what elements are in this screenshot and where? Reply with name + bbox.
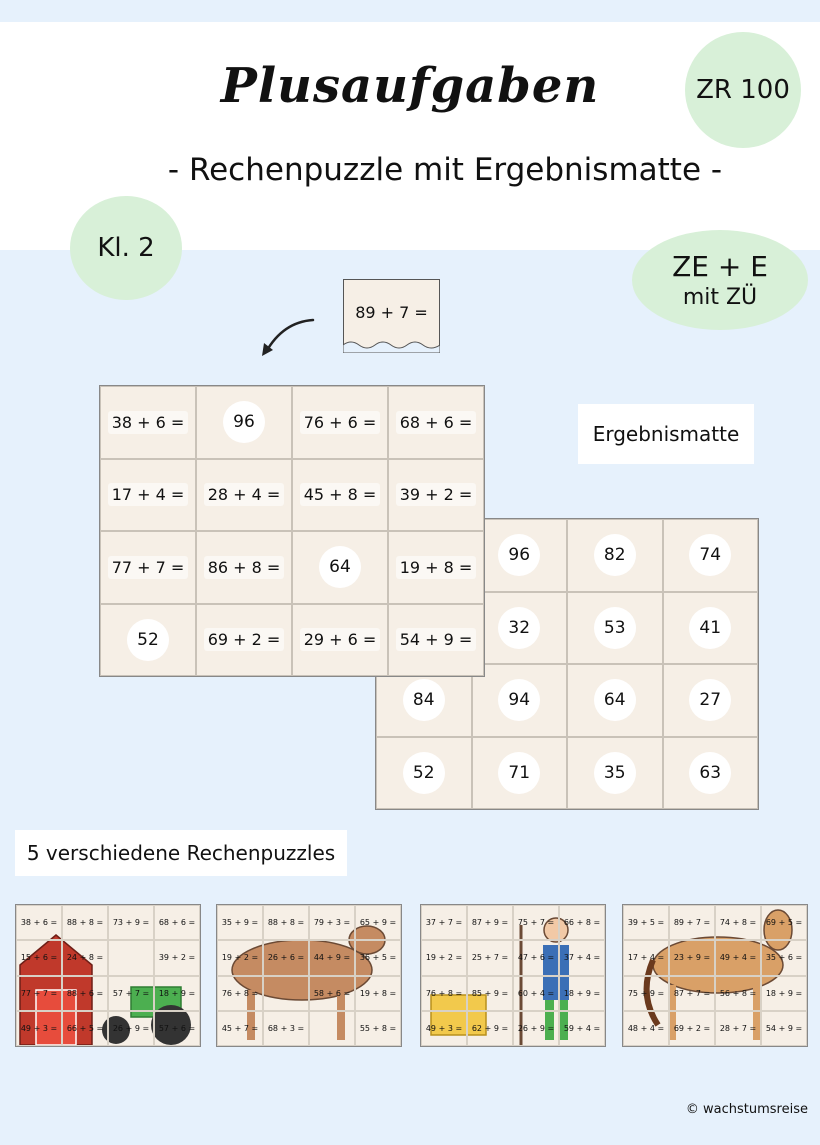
thumb-3-cell <box>715 976 761 1011</box>
grade-badge-label: Kl. 2 <box>97 233 155 263</box>
equation: 47 + 6 = <box>517 953 555 963</box>
result-mat-label <box>578 404 754 464</box>
result-number: 96 <box>498 534 540 576</box>
result-mat-cell <box>663 519 759 592</box>
result-number: 27 <box>689 679 731 721</box>
equation: 39 + 2 = <box>396 483 477 506</box>
equation: 88 + 8 = <box>66 918 104 928</box>
equation: 57 + 7 = <box>112 988 150 998</box>
result-mat-cell <box>472 592 568 665</box>
puzzle-cell <box>292 386 388 459</box>
equation: 38 + 6 = <box>20 918 58 928</box>
equation: 75 + 7 = <box>517 918 555 928</box>
equation: 75 + 9 = <box>627 988 665 998</box>
thumbnail-goat-puzzle <box>216 904 402 1047</box>
equation: 23 + 9 = <box>673 953 711 963</box>
thumb-0-cell <box>62 940 108 975</box>
copyright-note: © wachstumsreise <box>685 1102 808 1117</box>
page-title: Plusaufgaben <box>220 58 600 114</box>
thumb-0-cell <box>62 1011 108 1046</box>
thumb-1-cell <box>217 1011 263 1046</box>
equation: 62 + 9 = <box>471 1023 509 1033</box>
result-mat-cell <box>663 592 759 665</box>
puzzle-cell <box>100 531 196 604</box>
thumb-3-cell <box>623 905 669 940</box>
thumb-1-cell <box>309 905 355 940</box>
result-number: 64 <box>594 679 636 721</box>
thumb-3-cell <box>669 905 715 940</box>
equation: 19 + 8 = <box>359 988 397 998</box>
equation: 36 + 5 = <box>359 953 397 963</box>
equation: 19 + 2 = <box>221 953 259 963</box>
thumb-2-cell <box>467 1011 513 1046</box>
result-number: 53 <box>594 607 636 649</box>
puzzle-cell <box>388 459 484 532</box>
thumb-2-cell <box>467 940 513 975</box>
equation: 59 + 4 = <box>563 1023 601 1033</box>
result-mat-cell <box>567 664 663 737</box>
result-number: 94 <box>498 679 540 721</box>
thumb-3-cell <box>761 1011 807 1046</box>
page-subtitle: - Rechenpuzzle mit Ergebnismatte - <box>167 152 723 188</box>
equation: 48 + 4 = <box>627 1023 665 1033</box>
puzzle-cell <box>292 604 388 677</box>
thumb-1-cell <box>263 905 309 940</box>
thumbnail-horse-puzzle <box>622 904 808 1047</box>
equation: 54 + 9 = <box>396 628 477 651</box>
thumb-1-cell <box>309 976 355 1011</box>
thumb-2-cell <box>421 1011 467 1046</box>
puzzle-cell <box>292 459 388 532</box>
result-number: 71 <box>498 752 540 794</box>
equation: 68 + 6 = <box>158 918 196 928</box>
equation: 28 + 4 = <box>204 483 285 506</box>
puzzle-cell <box>196 459 292 532</box>
thumb-3-cell <box>715 905 761 940</box>
equation: 56 + 8 = <box>719 988 757 998</box>
single-piece-equation: 89 + 7 = <box>355 302 428 322</box>
result-mat-cell <box>472 737 568 810</box>
equation: 49 + 4 = <box>719 953 757 963</box>
thumb-3-cell <box>623 976 669 1011</box>
thumb-3-cell <box>715 940 761 975</box>
equation: 85 + 9 = <box>471 988 509 998</box>
thumb-2-cell <box>421 940 467 975</box>
equation: 37 + 7 = <box>425 918 463 928</box>
thumb-2-cell <box>559 905 605 940</box>
thumb-0-cell <box>154 905 200 940</box>
thumb-3-cell <box>623 1011 669 1046</box>
result-mat-label-text: Ergebnismatte <box>592 422 740 446</box>
thumb-0-cell <box>108 1011 154 1046</box>
thumb-0-cell <box>108 905 154 940</box>
result-mat-cell <box>663 737 759 810</box>
result-mat-cell <box>376 737 472 810</box>
thumb-2-cell <box>467 976 513 1011</box>
equation: 77 + 7 = <box>20 988 58 998</box>
result-number: 96 <box>223 401 265 443</box>
equation: 58 + 6 = <box>313 988 351 998</box>
equation: 76 + 8 = <box>221 988 259 998</box>
result-mat-cell <box>472 664 568 737</box>
equation: 17 + 4 = <box>108 483 189 506</box>
top-strip <box>0 0 820 22</box>
equation: 17 + 4 = <box>627 953 665 963</box>
equation: 49 + 3 = <box>425 1023 463 1033</box>
thumb-0-cell <box>16 1011 62 1046</box>
equation: 35 + 6 = <box>765 953 803 963</box>
variants-label-text: 5 verschiedene Rechenpuzzles <box>26 841 336 865</box>
thumb-0-cell <box>154 940 200 975</box>
thumb-2-cell <box>513 905 559 940</box>
equation: 77 + 7 = <box>108 556 189 579</box>
equation: 73 + 9 = <box>112 918 150 928</box>
range-badge <box>685 32 801 148</box>
equation: 66 + 8 = <box>563 918 601 928</box>
thumb-3-cell <box>623 940 669 975</box>
thumb-2-cell <box>559 940 605 975</box>
equation: 18 + 9 = <box>563 988 601 998</box>
thumb-0-cell <box>62 905 108 940</box>
puzzle-cell <box>100 459 196 532</box>
puzzle-cell <box>388 386 484 459</box>
equation: 26 + 9 = <box>517 1023 555 1033</box>
thumb-2-cell <box>559 976 605 1011</box>
thumb-1-cell <box>309 940 355 975</box>
puzzle-grid <box>99 385 485 677</box>
equation: 88 + 8 = <box>267 918 305 928</box>
thumb-1-cell <box>217 905 263 940</box>
thumb-1-cell <box>355 940 401 975</box>
equation: 19 + 8 = <box>396 556 477 579</box>
thumb-1-cell <box>217 940 263 975</box>
equation: 76 + 6 = <box>300 411 381 434</box>
result-number: 52 <box>403 752 445 794</box>
result-number: 52 <box>127 619 169 661</box>
equation: 68 + 3 = <box>267 1023 305 1033</box>
equation: 39 + 5 = <box>627 918 665 928</box>
equation: 88 + 6 = <box>66 988 104 998</box>
puzzle-cell <box>196 604 292 677</box>
equation: 74 + 8 = <box>719 918 757 928</box>
result-number: 84 <box>403 679 445 721</box>
equation: 57 + 6 = <box>158 1023 196 1033</box>
result-number: 32 <box>498 607 540 649</box>
equation: 54 + 9 = <box>765 1023 803 1033</box>
equation: 28 + 7 = <box>719 1023 757 1033</box>
result-mat-cell <box>567 519 663 592</box>
thumb-2-cell <box>559 1011 605 1046</box>
thumb-1-cell <box>309 1011 355 1046</box>
equation: 79 + 3 = <box>313 918 351 928</box>
equation: 26 + 6 = <box>267 953 305 963</box>
equation: 24 + 8 = <box>66 953 104 963</box>
thumb-3-cell <box>669 940 715 975</box>
puzzle-cell <box>196 531 292 604</box>
result-mat-cell <box>472 519 568 592</box>
equation: 19 + 2 = <box>425 953 463 963</box>
thumb-1-cell <box>263 976 309 1011</box>
equation: 37 + 4 = <box>563 953 601 963</box>
equation: 44 + 9 = <box>313 953 351 963</box>
puzzle-cell <box>388 604 484 677</box>
thumb-0-cell <box>154 1011 200 1046</box>
thumb-2-cell <box>513 940 559 975</box>
task-type-badge <box>632 230 808 330</box>
equation: 86 + 8 = <box>204 556 285 579</box>
equation: 18 + 9 = <box>765 988 803 998</box>
equation: 65 + 9 = <box>359 918 397 928</box>
thumb-1-cell <box>263 940 309 975</box>
thumb-2-cell <box>421 976 467 1011</box>
equation: 49 + 3 = <box>20 1023 58 1033</box>
thumbnail-barn-puzzle <box>15 904 201 1047</box>
thumb-0-cell <box>108 976 154 1011</box>
equation: 38 + 6 = <box>108 411 189 434</box>
equation: 69 + 2 = <box>204 628 285 651</box>
equation: 66 + 5 = <box>66 1023 104 1033</box>
thumb-2-cell <box>513 1011 559 1046</box>
task-type-line1: ZE + E <box>672 250 768 283</box>
grade-badge <box>70 196 182 300</box>
equation: 26 + 9 = <box>112 1023 150 1033</box>
thumb-0-cell <box>16 976 62 1011</box>
puzzle-cell <box>100 386 196 459</box>
equation: 29 + 6 = <box>300 628 381 651</box>
thumb-1-cell <box>355 976 401 1011</box>
result-number: 82 <box>594 534 636 576</box>
equation: 87 + 7 = <box>673 988 711 998</box>
result-number: 63 <box>689 752 731 794</box>
range-badge-label: ZR 100 <box>696 75 790 105</box>
single-puzzle-piece <box>343 279 440 353</box>
equation: 39 + 2 = <box>158 953 196 963</box>
puzzle-cell <box>388 531 484 604</box>
thumb-1-cell <box>263 1011 309 1046</box>
wavy-edge-icon <box>343 339 440 353</box>
thumb-3-cell <box>669 976 715 1011</box>
thumb-0-cell <box>62 976 108 1011</box>
puzzle-cell <box>292 531 388 604</box>
thumb-0-cell <box>16 905 62 940</box>
equation: 55 + 8 = <box>359 1023 397 1033</box>
thumb-1-cell <box>355 905 401 940</box>
result-number: 41 <box>689 607 731 649</box>
variants-label <box>15 830 347 876</box>
thumb-3-cell <box>715 1011 761 1046</box>
result-number: 35 <box>594 752 636 794</box>
thumbnail-farmer-puzzle <box>420 904 606 1047</box>
puzzle-cell <box>196 386 292 459</box>
task-type-line2: mit ZÜ <box>682 285 758 310</box>
thumb-3-cell <box>761 940 807 975</box>
thumb-0-cell <box>108 940 154 975</box>
equation: 76 + 8 = <box>425 988 463 998</box>
equation: 25 + 7 = <box>471 953 509 963</box>
equation: 18 + 9 = <box>158 988 196 998</box>
thumb-2-cell <box>513 976 559 1011</box>
result-mat-cell <box>567 592 663 665</box>
equation: 68 + 6 = <box>396 411 477 434</box>
thumb-0-cell <box>154 976 200 1011</box>
equation: 89 + 7 = <box>673 918 711 928</box>
result-number: 74 <box>689 534 731 576</box>
thumb-0-cell <box>16 940 62 975</box>
thumb-3-cell <box>761 905 807 940</box>
result-mat-cell <box>567 737 663 810</box>
puzzle-cell <box>100 604 196 677</box>
thumb-3-cell <box>669 1011 715 1046</box>
thumb-2-cell <box>421 905 467 940</box>
equation: 45 + 7 = <box>221 1023 259 1033</box>
equation: 69 + 2 = <box>673 1023 711 1033</box>
equation: 87 + 9 = <box>471 918 509 928</box>
thumb-3-cell <box>761 976 807 1011</box>
thumb-1-cell <box>355 1011 401 1046</box>
result-mat-cell <box>663 664 759 737</box>
equation: 60 + 4 = <box>517 988 555 998</box>
equation: 69 + 5 = <box>765 918 803 928</box>
equation: 45 + 8 = <box>300 483 381 506</box>
equation: 15 + 6 = <box>20 953 58 963</box>
curved-arrow-icon <box>258 310 318 360</box>
thumb-2-cell <box>467 905 513 940</box>
equation: 35 + 9 = <box>221 918 259 928</box>
result-number: 64 <box>319 546 361 588</box>
thumb-1-cell <box>217 976 263 1011</box>
